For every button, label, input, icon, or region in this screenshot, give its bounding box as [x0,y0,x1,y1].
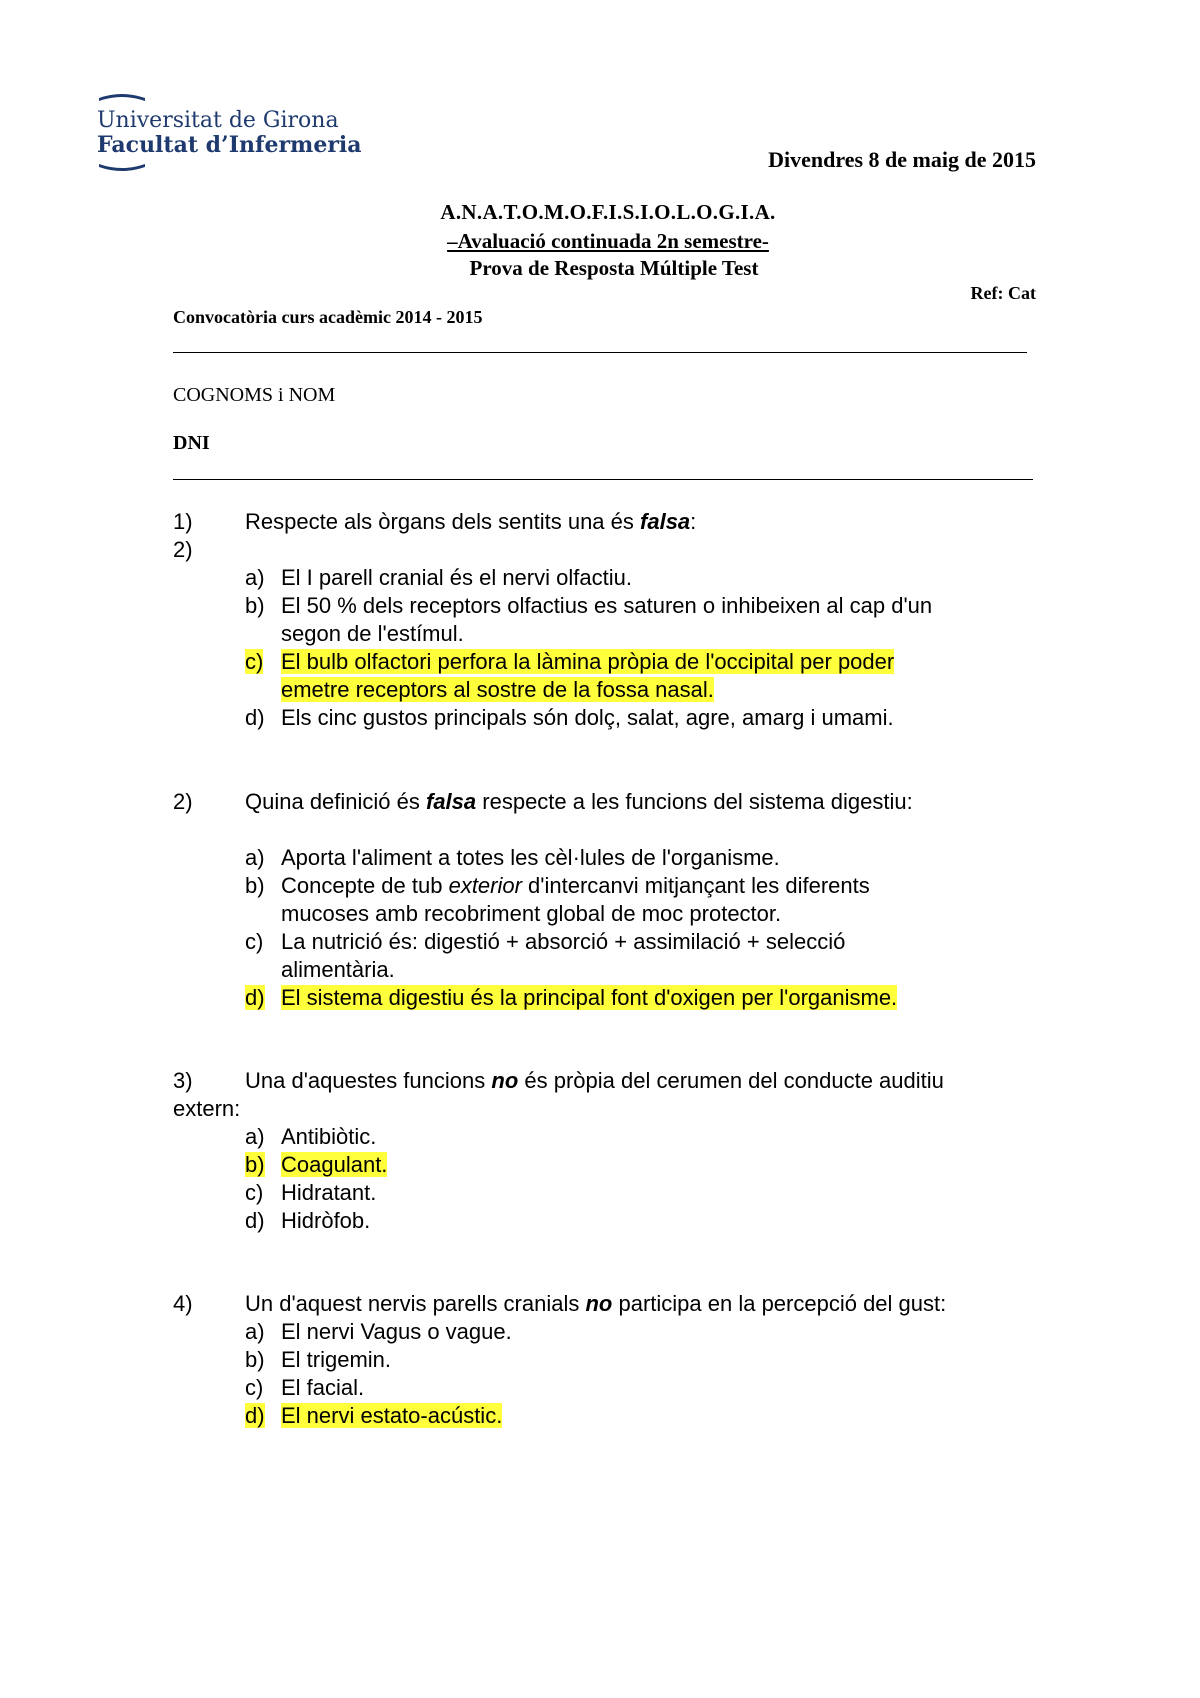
option-text [281,984,897,1012]
option-text-line: El nervi estato-acústic. [281,1403,503,1428]
option-letter [245,704,265,732]
question-continuation: extern: [173,1096,241,1121]
question-number: 3) [173,1068,193,1093]
option-letter-text: d) [245,705,265,730]
logo-top-bar-icon [99,92,145,101]
option-text-line: mucoses amb recobriment global de moc protector. [281,901,782,926]
option-letter-text: a) [245,565,265,590]
option-text [281,1151,387,1179]
option-text-line: emetre receptors al sostre de la fossa nasal. [281,677,714,702]
option-text [281,648,894,676]
question-stem [245,1067,944,1095]
option-text-line: El sistema digestiu és la principal font d'oxigen per l'organisme. [281,985,898,1010]
option-letter [245,1151,265,1179]
question-number-extra: 2) [173,537,193,562]
question-emphasis: no [585,1291,613,1316]
option-text [281,1346,391,1374]
option-text [281,1402,502,1430]
option-text-line: Hidròfob. [281,1208,371,1233]
exam-test-type: Prova de Resposta Múltiple Test [469,256,759,280]
option-text-line: Antibiòtic. [281,1124,377,1149]
option-letter [245,1318,265,1346]
option-letter-text: c) [245,1375,264,1400]
option-text-line: Els cinc gustos principals són dolç, salat, agre, amarg i umami. [281,705,894,730]
option-text-line: Aporta l'aliment a totes les cèl·lules de l'organisme. [281,845,780,870]
option-letter-text: b) [245,593,265,618]
option-letter [245,872,265,900]
option-text-part: d'intercanvi mitjançant les diferents [521,873,870,898]
option-text [281,1179,376,1207]
option-letter-text: d) [245,1403,265,1428]
exam-subtitle: –Avaluació continuada 2n semestre- [447,229,769,253]
exam-convocatoria: Convocatòria curs acadèmic 2014 - 2015 [173,307,483,327]
option-text [281,872,870,900]
question-text: Una d'aquestes funcions [245,1068,492,1093]
logo-bottom-bar-icon [99,164,145,173]
option-letter-text: b) [245,1152,265,1177]
option-text [281,1318,512,1346]
question-emphasis: falsa [640,509,691,534]
option-text [281,704,894,732]
option-letter-text: b) [245,1347,265,1372]
question-stem [245,508,696,536]
option-letter [245,928,263,956]
option-text-line: El 50 % dels receptors olfactius es saturen o inhibeixen al cap d'un [281,593,933,618]
option-letter-text: d) [245,1208,265,1233]
option-letter [245,1123,265,1151]
option-text-italic: exterior [448,873,522,898]
question-number: 1) [173,509,193,534]
option-text [281,1374,364,1402]
exam-date: Divendres 8 de maig de 2015 [768,147,1036,172]
option-letter-text: a) [245,1319,265,1344]
logo-university-name: Universitat de Girona [97,108,339,133]
option-letter-text: c) [245,929,264,954]
option-letter [245,1179,263,1207]
option-text-line: Coagulant. [281,1152,388,1177]
option-text-line [281,873,870,898]
option-text-line: Hidratant. [281,1180,377,1205]
option-letter [245,844,265,872]
option-text-line: La nutrició és: digestió + absorció + assimilació + selecció [281,929,846,954]
option-text-line: segon de l'estímul. [281,621,464,646]
option-letter [245,564,265,592]
option-text [281,844,780,872]
option-text [281,676,714,704]
option-letter-text: d) [245,985,265,1010]
question-stem [245,788,913,816]
question-text-end: participa en la percepció del gust: [612,1291,947,1316]
option-letter [245,1374,263,1402]
option-text-line: alimentària. [281,957,395,982]
name-field-label: COGNOMS i NOM [173,384,336,406]
question-number: 4) [173,1291,193,1316]
question-text: Un d'aquest nervis parells cranials [245,1291,586,1316]
divider-top [173,352,1027,353]
question-stem [245,1290,946,1318]
dni-field-label: DNI [173,432,210,454]
divider-bottom [173,479,1033,480]
exam-ref: Ref: Cat [970,283,1036,303]
option-letter-text: a) [245,1124,265,1149]
option-letter [245,648,263,676]
option-text-line: El nervi Vagus o vague. [281,1319,512,1344]
option-text-line: El facial. [281,1375,365,1400]
question-number: 2) [173,789,193,814]
question-text-end: respecte a les funcions del sistema digestiu: [476,789,913,814]
option-text [281,564,632,592]
option-text [281,956,395,984]
question-text-end: és pròpia del cerumen del conducte auditiu [518,1068,944,1093]
option-letter [245,592,265,620]
option-text-line: El bulb olfactori perfora la làmina pròpia de l'occipital per poder [281,649,895,674]
option-text-line: El trigemin. [281,1347,392,1372]
question-text: Quina definició és [245,789,426,814]
question-emphasis: falsa [426,789,477,814]
university-logo [97,92,362,178]
option-letter-text: c) [245,1180,264,1205]
option-text-line: El I parell cranial és el nervi olfactiu. [281,565,632,590]
option-text [281,900,781,928]
exam-title: A.N.A.T.O.M.O.F.I.S.I.O.L.O.G.I.A. [440,200,776,224]
option-text [281,592,932,620]
logo-faculty-name: Facultat d’Infermeria [97,132,362,158]
question-text: Respecte als òrgans dels sentits una és [245,509,641,534]
question-text-end: : [690,509,697,534]
option-text [281,1207,370,1235]
option-letter [245,1346,265,1374]
question-emphasis: no [491,1068,519,1093]
option-letter [245,1207,265,1235]
option-text [281,620,464,648]
option-letter [245,1402,265,1430]
option-letter [245,984,265,1012]
option-letter-text: a) [245,845,265,870]
option-letter-text: b) [245,873,265,898]
option-text-part: Concepte de tub [281,873,449,898]
option-text [281,928,845,956]
option-text [281,1123,376,1151]
option-letter-text: c) [245,649,264,674]
